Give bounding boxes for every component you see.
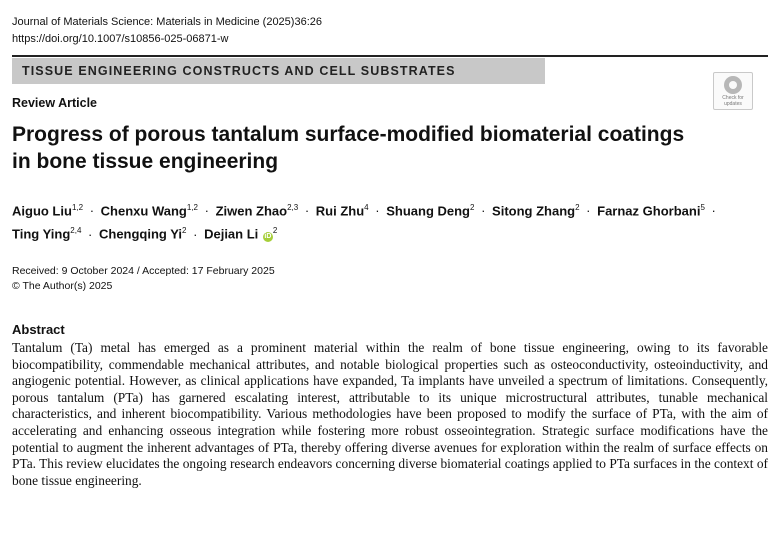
author-separator: · — [193, 226, 198, 242]
author-line-1 — [12, 198, 772, 221]
publication-dates — [12, 264, 275, 294]
author-name[interactable]: Aiguo Liu — [12, 203, 72, 219]
header-rule — [12, 55, 768, 57]
title-line-1: Progress of porous tantalum surface-modified biomaterial coatings — [12, 123, 685, 146]
abstract-heading: Abstract — [12, 322, 65, 337]
author-separator: · — [304, 203, 310, 219]
author-name[interactable]: Farnaz Ghorbani — [597, 203, 701, 219]
author-line-2 — [12, 221, 772, 244]
author-name[interactable]: Chenxu Wang — [100, 203, 187, 219]
author-separator: · — [89, 203, 95, 219]
author-separator: · — [586, 203, 591, 219]
author-separator: · — [88, 226, 93, 242]
author-affiliation: 2 — [272, 226, 278, 236]
author-list — [12, 198, 772, 245]
author-separator: · — [375, 203, 380, 219]
author-affiliation: 1,2 — [71, 203, 84, 212]
badge-line-1: Check for — [722, 95, 744, 101]
section-label: TISSUE ENGINEERING CONSTRUCTS AND CELL SUBSTRATES — [12, 58, 545, 84]
crossmark-icon — [724, 76, 742, 94]
author-affiliation: 4 — [364, 203, 369, 212]
article-title — [12, 121, 712, 175]
author-affiliation: 2,3 — [287, 203, 299, 212]
author-affiliation: 2,4 — [70, 226, 82, 236]
author-name[interactable]: Ziwen Zhao — [215, 203, 288, 219]
author-separator: · — [711, 203, 716, 219]
journal-citation: Journal of Materials Science: Materials in Medicine (2025)36:26 — [12, 16, 322, 28]
badge-line-2: updates — [724, 101, 742, 107]
author-affiliation: 2 — [182, 226, 187, 236]
journal-header — [12, 14, 322, 48]
author-name[interactable]: Sitong Zhang — [492, 203, 576, 219]
orcid-icon[interactable]: iD — [264, 232, 272, 240]
author-affiliation: 2 — [575, 203, 580, 212]
author-separator: · — [204, 203, 209, 219]
author-name[interactable]: Chengqing Yi — [98, 226, 183, 242]
author-name[interactable]: Shuang Deng — [386, 203, 470, 219]
author-affiliation: 1,2 — [186, 203, 198, 212]
author-name[interactable]: Rui Zhu — [315, 203, 365, 219]
author-affiliation: 2 — [470, 203, 475, 212]
abstract-text: Tantalum (Ta) metal has emerged as a prominent material within the realm of bone tissue engineering, owing to its favorable biocompatibility, commendable mechanical attributes, and notable biological properties such as osteoconductivity, osteoinductivity, and angiogenic potential. However, as clinical applications have expanded, Ta implants have unveiled a spectrum of limitations. Consequently, porous tantalum (PTa) has garnered escalating interest, attributable to its unique microstructural attributes, tunable mechanical characteristics, and inherent biocompatibility. Various methodologies have been proposed to modify the surface of PTa, with the aim of accelerating and enhancing osseous integration while fostering more robust osseointegration. Strategic surface modifications have the potential to augment the inherent advantages of PTa, thereby offering diverse avenues for exploration within the realm of surface effects on PTa. This review elucidates the ongoing research endeavors concerning diverse biomaterial coatings applied to PTa surfaces in the context of bone tissue engineering. — [12, 340, 768, 488]
doi-link[interactable]: https://doi.org/10.1007/s10856-025-06871-w — [12, 33, 229, 45]
copyright: © The Author(s) 2025 — [12, 280, 113, 292]
author-name[interactable]: Ting Ying — [12, 226, 71, 242]
author-separator: · — [481, 203, 486, 219]
article-type: Review Article — [12, 96, 97, 110]
author-name[interactable]: Dejian Li — [204, 226, 259, 242]
author-affiliation: 5 — [700, 203, 705, 212]
check-for-updates-badge[interactable] — [713, 72, 753, 110]
received-accepted: Received: 9 October 2024 / Accepted: 17 February 2025 — [12, 265, 275, 277]
title-line-2: in bone tissue engineering — [12, 150, 279, 173]
